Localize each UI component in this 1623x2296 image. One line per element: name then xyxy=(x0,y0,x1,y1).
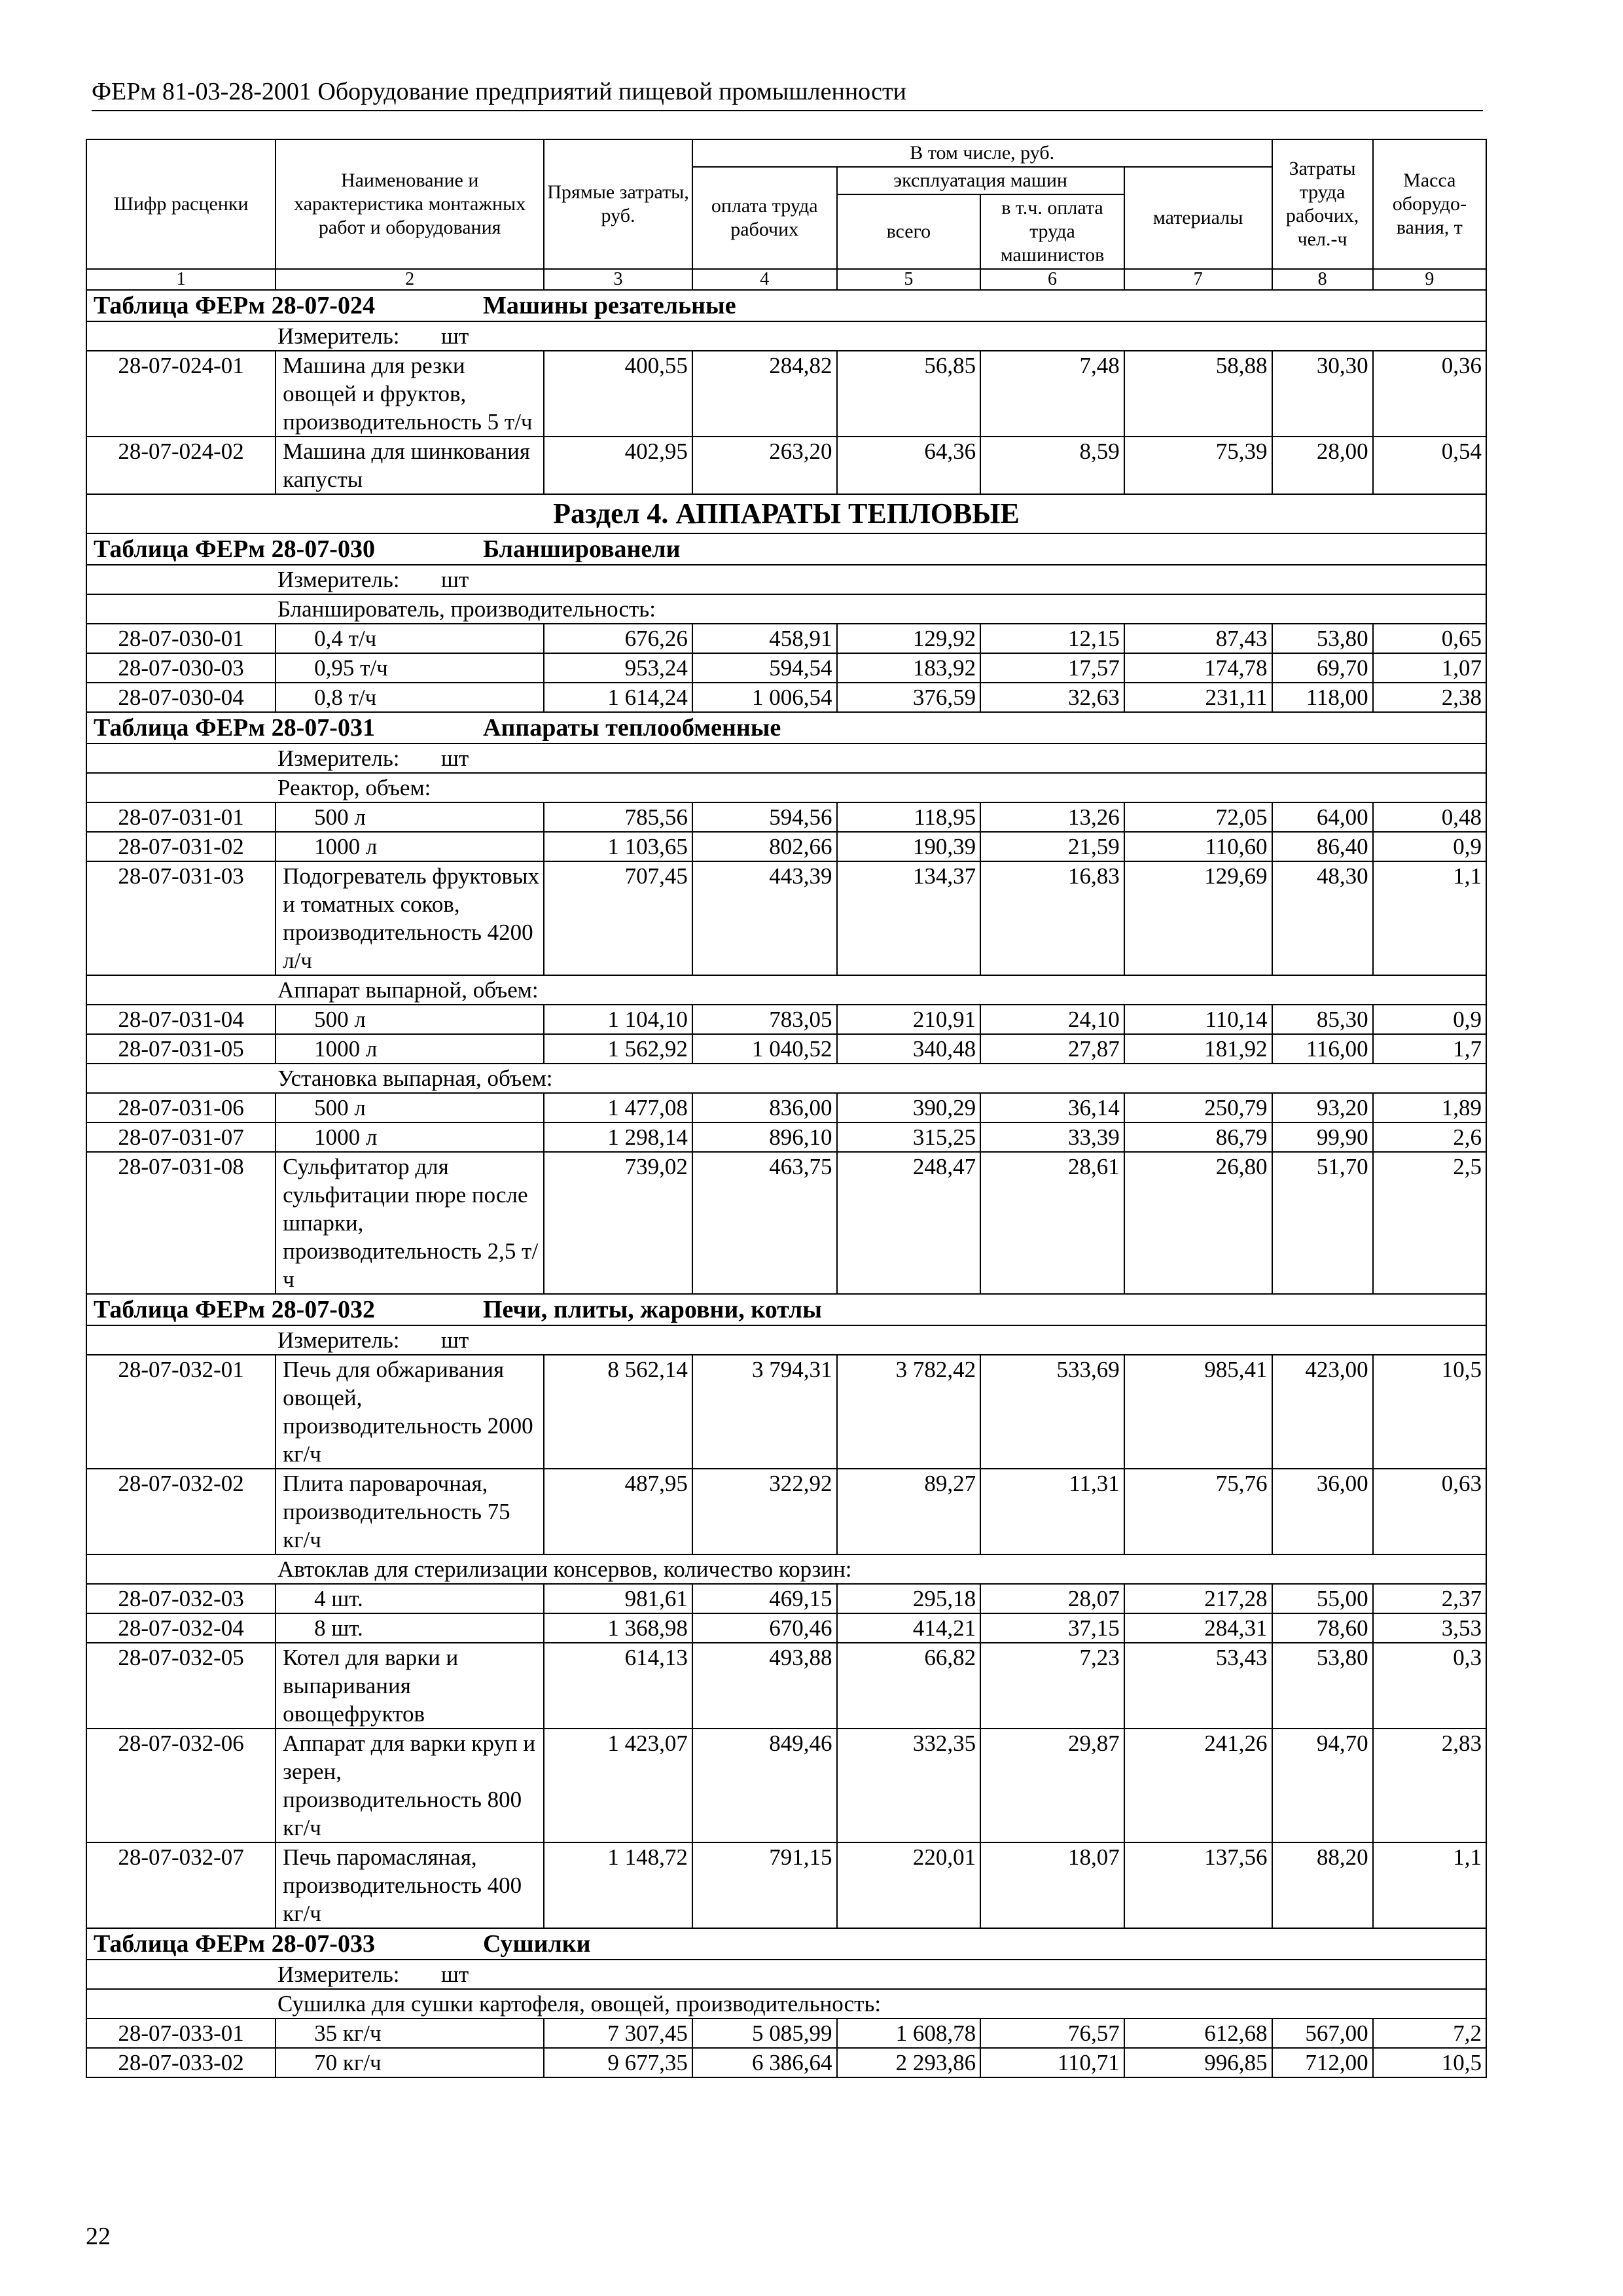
wages: 284,82 xyxy=(692,351,837,437)
work-name: 70 кг/ч xyxy=(276,2048,544,2077)
labor: 53,80 xyxy=(1272,1643,1373,1729)
rate-code: 28-07-031-06 xyxy=(86,1093,276,1122)
rate-code: 28-07-031-07 xyxy=(86,1122,276,1152)
rate-code: 28-07-031-03 xyxy=(86,861,276,975)
table-row xyxy=(86,1729,1486,1842)
table-title: Аппараты теплообменные xyxy=(483,714,781,742)
table-id: Таблица ФЕРм 28-07-031 xyxy=(94,714,375,742)
mass: 2,37 xyxy=(1373,1584,1486,1613)
machinist-wages: 24,10 xyxy=(980,1005,1124,1034)
work-name: Печь паромасляная, производительность 400 кг/ч xyxy=(276,1842,544,1928)
col-mass-header: Масса оборудо-вания, т xyxy=(1373,139,1486,269)
machinist-wages: 7,48 xyxy=(980,351,1124,437)
measure-label: Измеритель: xyxy=(277,1962,400,1987)
machines-total: 89,27 xyxy=(837,1469,981,1554)
group-heading-text: Бланширователь, производительность: xyxy=(277,596,656,622)
materials: 58,88 xyxy=(1124,351,1272,437)
labor: 30,30 xyxy=(1272,351,1373,437)
labor: 118,00 xyxy=(1272,683,1373,712)
machinist-wages: 37,15 xyxy=(980,1613,1124,1643)
table-title: Печи, плиты, жаровни, котлы xyxy=(483,1296,822,1323)
wages: 458,91 xyxy=(692,624,837,653)
work-name: 8 шт. xyxy=(276,1613,544,1643)
machinist-wages: 533,69 xyxy=(980,1355,1124,1469)
direct-cost: 981,61 xyxy=(544,1584,692,1613)
table-row xyxy=(86,351,1486,437)
mass: 1,89 xyxy=(1373,1093,1486,1122)
col-materials-header: материалы xyxy=(1124,167,1272,269)
machinist-wages: 28,61 xyxy=(980,1152,1124,1294)
labor: 28,00 xyxy=(1272,437,1373,494)
rate-code: 28-07-031-04 xyxy=(86,1005,276,1034)
direct-cost: 1 103,65 xyxy=(544,832,692,861)
machines-total: 118,95 xyxy=(837,802,981,832)
col-labor-header: Затраты труда рабочих, чел.-ч xyxy=(1272,139,1373,269)
machines-total: 332,35 xyxy=(837,1729,981,1842)
direct-cost: 1 104,10 xyxy=(544,1005,692,1034)
table-row xyxy=(86,1613,1486,1643)
col-name-header: Наименование и характеристика монтажных работ и оборудования xyxy=(276,139,544,269)
table-title: Сушилки xyxy=(483,1930,591,1958)
table-row xyxy=(86,1469,1486,1554)
materials: 75,76 xyxy=(1124,1469,1272,1554)
direct-cost: 9 677,35 xyxy=(544,2048,692,2077)
table-row xyxy=(86,683,1486,712)
rate-code: 28-07-031-05 xyxy=(86,1034,276,1064)
direct-cost: 953,24 xyxy=(544,653,692,683)
table-body xyxy=(86,290,1486,2077)
direct-cost: 785,56 xyxy=(544,802,692,832)
materials: 75,39 xyxy=(1124,437,1272,494)
labor: 64,00 xyxy=(1272,802,1373,832)
mass: 2,38 xyxy=(1373,683,1486,712)
wages: 791,15 xyxy=(692,1842,837,1928)
wages: 5 085,99 xyxy=(692,2018,837,2048)
rate-code: 28-07-031-02 xyxy=(86,832,276,861)
rate-code: 28-07-032-06 xyxy=(86,1729,276,1842)
machines-total: 129,92 xyxy=(837,624,981,653)
mass: 7,2 xyxy=(1373,2018,1486,2048)
machines-total: 190,39 xyxy=(837,832,981,861)
wages: 594,54 xyxy=(692,653,837,683)
measure-unit: шт xyxy=(441,567,469,592)
wages: 670,46 xyxy=(692,1613,837,1643)
table-id: Таблица ФЕРм 28-07-032 xyxy=(94,1296,375,1323)
machines-total: 376,59 xyxy=(837,683,981,712)
labor: 99,90 xyxy=(1272,1122,1373,1152)
work-name: Подогреватель фруктовых и томатных соков, производительность 4200 л/ч xyxy=(276,861,544,975)
machinist-wages: 29,87 xyxy=(980,1729,1124,1842)
col-number: 5 xyxy=(837,269,981,290)
table-row xyxy=(86,1643,1486,1729)
materials: 53,43 xyxy=(1124,1643,1272,1729)
col-number: 9 xyxy=(1373,269,1486,290)
measure-unit: шт xyxy=(441,323,469,349)
table-id: Таблица ФЕРм 28-07-024 xyxy=(94,292,375,319)
col-direct-header: Прямые затраты, руб. xyxy=(544,139,692,269)
group-heading xyxy=(86,773,1486,802)
group-heading xyxy=(86,1989,1486,2018)
materials: 284,31 xyxy=(1124,1613,1272,1643)
materials: 612,68 xyxy=(1124,2018,1272,2048)
mass: 0,48 xyxy=(1373,802,1486,832)
col-wages-header: оплата труда рабочих xyxy=(692,167,837,269)
work-name: 0,8 т/ч xyxy=(276,683,544,712)
table-row xyxy=(86,832,1486,861)
machinist-wages: 16,83 xyxy=(980,861,1124,975)
machines-total: 64,36 xyxy=(837,437,981,494)
wages: 1 040,52 xyxy=(692,1034,837,1064)
work-name: 1000 л xyxy=(276,1122,544,1152)
labor: 48,30 xyxy=(1272,861,1373,975)
table-id: Таблица ФЕРм 28-07-030 xyxy=(94,535,375,563)
machinist-wages: 8,59 xyxy=(980,437,1124,494)
labor: 567,00 xyxy=(1272,2018,1373,2048)
machines-total: 1 608,78 xyxy=(837,2018,981,2048)
group-heading xyxy=(86,594,1486,624)
mass: 0,54 xyxy=(1373,437,1486,494)
materials: 129,69 xyxy=(1124,861,1272,975)
machinist-wages: 33,39 xyxy=(980,1122,1124,1152)
labor: 55,00 xyxy=(1272,1584,1373,1613)
materials: 231,11 xyxy=(1124,683,1272,712)
direct-cost: 402,95 xyxy=(544,437,692,494)
labor: 712,00 xyxy=(1272,2048,1373,2077)
col-number: 3 xyxy=(544,269,692,290)
machinist-wages: 18,07 xyxy=(980,1842,1124,1928)
mass: 0,9 xyxy=(1373,1005,1486,1034)
group-heading-text: Реактор, объем: xyxy=(277,775,431,800)
col-number: 7 xyxy=(1124,269,1272,290)
wages: 3 794,31 xyxy=(692,1355,837,1469)
labor: 69,70 xyxy=(1272,653,1373,683)
rate-code: 28-07-033-01 xyxy=(86,2018,276,2048)
direct-cost: 7 307,45 xyxy=(544,2018,692,2048)
table-caption xyxy=(86,290,1486,321)
wages: 849,46 xyxy=(692,1729,837,1842)
direct-cost: 1 477,08 xyxy=(544,1093,692,1122)
page-number: 22 xyxy=(86,2223,111,2250)
machinist-wages: 21,59 xyxy=(980,832,1124,861)
rate-code: 28-07-024-02 xyxy=(86,437,276,494)
machines-total: 134,37 xyxy=(837,861,981,975)
direct-cost: 739,02 xyxy=(544,1152,692,1294)
mass: 0,65 xyxy=(1373,624,1486,653)
table-row xyxy=(86,802,1486,832)
rate-code: 28-07-030-03 xyxy=(86,653,276,683)
machines-total: 3 782,42 xyxy=(837,1355,981,1469)
mass: 1,1 xyxy=(1373,1842,1486,1928)
col-including-header: В том числе, руб. xyxy=(692,139,1272,167)
wages: 463,75 xyxy=(692,1152,837,1294)
table-caption xyxy=(86,1294,1486,1325)
direct-cost: 487,95 xyxy=(544,1469,692,1554)
machinist-wages: 17,57 xyxy=(980,653,1124,683)
col-machinist-wages-header: в т.ч. оплата труда машинистов xyxy=(980,194,1124,269)
work-name: 500 л xyxy=(276,1093,544,1122)
table-caption xyxy=(86,533,1486,565)
machinist-wages: 28,07 xyxy=(980,1584,1124,1613)
measure-label: Измеритель: xyxy=(277,323,400,349)
work-name: 4 шт. xyxy=(276,1584,544,1613)
machines-total: 390,29 xyxy=(837,1093,981,1122)
labor: 88,20 xyxy=(1272,1842,1373,1928)
direct-cost: 1 614,24 xyxy=(544,683,692,712)
table-header xyxy=(86,139,1486,290)
materials: 26,80 xyxy=(1124,1152,1272,1294)
work-name: 1000 л xyxy=(276,1034,544,1064)
machinist-wages: 12,15 xyxy=(980,624,1124,653)
measure-unit: шт xyxy=(441,745,469,771)
labor: 85,30 xyxy=(1272,1005,1373,1034)
wages: 594,56 xyxy=(692,802,837,832)
materials: 217,28 xyxy=(1124,1584,1272,1613)
machinist-wages: 32,63 xyxy=(980,683,1124,712)
labor: 116,00 xyxy=(1272,1034,1373,1064)
table-row xyxy=(86,1122,1486,1152)
col-number: 6 xyxy=(980,269,1124,290)
page-header: ФЕРм 81-03-28-2001 Оборудование предприятий пищевой промышленности xyxy=(92,76,1483,111)
rate-code: 28-07-030-04 xyxy=(86,683,276,712)
rate-code: 28-07-032-03 xyxy=(86,1584,276,1613)
wages: 469,15 xyxy=(692,1584,837,1613)
materials: 137,56 xyxy=(1124,1842,1272,1928)
machinist-wages: 110,71 xyxy=(980,2048,1124,2077)
machines-total: 56,85 xyxy=(837,351,981,437)
wages: 263,20 xyxy=(692,437,837,494)
rate-code: 28-07-031-01 xyxy=(86,802,276,832)
table-caption xyxy=(86,1928,1486,1960)
wages: 802,66 xyxy=(692,832,837,861)
table-title: Машины резательные xyxy=(483,292,736,319)
machinist-wages: 7,23 xyxy=(980,1643,1124,1729)
col-number: 2 xyxy=(276,269,544,290)
direct-cost: 1 423,07 xyxy=(544,1729,692,1842)
wages: 1 006,54 xyxy=(692,683,837,712)
machines-total: 315,25 xyxy=(837,1122,981,1152)
table-row xyxy=(86,2018,1486,2048)
rate-code: 28-07-033-02 xyxy=(86,2048,276,2077)
work-name: Котел для варки и выпаривания овощефруктов xyxy=(276,1643,544,1729)
group-heading-text: Установка выпарная, объем: xyxy=(277,1066,553,1091)
mass: 3,53 xyxy=(1373,1613,1486,1643)
work-name: Машина для шинкования капусты xyxy=(276,437,544,494)
work-name: 1000 л xyxy=(276,832,544,861)
section-title: Раздел 4. АППАРАТЫ ТЕПЛОВЫЕ xyxy=(86,494,1486,533)
table-row xyxy=(86,861,1486,975)
direct-cost: 707,45 xyxy=(544,861,692,975)
rate-code: 28-07-030-01 xyxy=(86,624,276,653)
table-row xyxy=(86,1584,1486,1613)
measure-label: Измеритель: xyxy=(277,1327,400,1353)
materials: 110,14 xyxy=(1124,1005,1272,1034)
rate-code: 28-07-032-02 xyxy=(86,1469,276,1554)
table-row xyxy=(86,624,1486,653)
work-name: Плита пароварочная, производительность 75 кг/ч xyxy=(276,1469,544,1554)
work-name: Аппарат для варки круп и зерен, производительность 800 кг/ч xyxy=(276,1729,544,1842)
measure-row xyxy=(86,1960,1486,1989)
work-name: Печь для обжаривания овощей, производительность 2000 кг/ч xyxy=(276,1355,544,1469)
table-id: Таблица ФЕРм 28-07-033 xyxy=(94,1930,375,1958)
work-name: 0,95 т/ч xyxy=(276,653,544,683)
mass: 1,07 xyxy=(1373,653,1486,683)
machines-total: 414,21 xyxy=(837,1613,981,1643)
machines-total: 340,48 xyxy=(837,1034,981,1064)
materials: 87,43 xyxy=(1124,624,1272,653)
labor: 93,20 xyxy=(1272,1093,1373,1122)
work-name: 35 кг/ч xyxy=(276,2018,544,2048)
group-heading-text: Автоклав для стерилизации консервов, количество корзин: xyxy=(277,1556,852,1582)
labor: 78,60 xyxy=(1272,1613,1373,1643)
direct-cost: 1 298,14 xyxy=(544,1122,692,1152)
direct-cost: 8 562,14 xyxy=(544,1355,692,1469)
direct-cost: 676,26 xyxy=(544,624,692,653)
direct-cost: 400,55 xyxy=(544,351,692,437)
measure-unit: шт xyxy=(441,1962,469,1987)
table-title: Бланшированели xyxy=(483,535,681,563)
col-code-header: Шифр расценки xyxy=(86,139,276,269)
mass: 2,5 xyxy=(1373,1152,1486,1294)
direct-cost: 1 368,98 xyxy=(544,1613,692,1643)
work-name: 500 л xyxy=(276,1005,544,1034)
rate-code: 28-07-032-07 xyxy=(86,1842,276,1928)
machinist-wages: 36,14 xyxy=(980,1093,1124,1122)
materials: 181,92 xyxy=(1124,1034,1272,1064)
rate-code: 28-07-031-08 xyxy=(86,1152,276,1294)
labor: 36,00 xyxy=(1272,1469,1373,1554)
mass: 1,1 xyxy=(1373,861,1486,975)
group-heading-text: Аппарат выпарной, объем: xyxy=(277,977,539,1003)
wages: 493,88 xyxy=(692,1643,837,1729)
direct-cost: 1 148,72 xyxy=(544,1842,692,1928)
direct-cost: 1 562,92 xyxy=(544,1034,692,1064)
measure-row xyxy=(86,565,1486,594)
col-machines-total-header: всего xyxy=(837,194,981,269)
table-caption xyxy=(86,712,1486,744)
machines-total: 295,18 xyxy=(837,1584,981,1613)
table-row xyxy=(86,437,1486,494)
wages: 836,00 xyxy=(692,1093,837,1122)
machines-total: 220,01 xyxy=(837,1842,981,1928)
labor: 86,40 xyxy=(1272,832,1373,861)
mass: 10,5 xyxy=(1373,1355,1486,1469)
group-heading xyxy=(86,1064,1486,1093)
rate-code: 28-07-032-04 xyxy=(86,1613,276,1643)
labor: 53,80 xyxy=(1272,624,1373,653)
materials: 86,79 xyxy=(1124,1122,1272,1152)
materials: 250,79 xyxy=(1124,1093,1272,1122)
table-row xyxy=(86,2048,1486,2077)
col-machines-header: эксплуатация машин xyxy=(837,167,1124,194)
wages: 6 386,64 xyxy=(692,2048,837,2077)
table-row xyxy=(86,1034,1486,1064)
machines-total: 183,92 xyxy=(837,653,981,683)
labor: 94,70 xyxy=(1272,1729,1373,1842)
materials: 110,60 xyxy=(1124,832,1272,861)
col-number: 4 xyxy=(692,269,837,290)
wages: 322,92 xyxy=(692,1469,837,1554)
labor: 423,00 xyxy=(1272,1355,1373,1469)
materials: 174,78 xyxy=(1124,653,1272,683)
machines-total: 2 293,86 xyxy=(837,2048,981,2077)
price-table xyxy=(86,139,1487,2078)
rate-code: 28-07-032-01 xyxy=(86,1355,276,1469)
measure-label: Измеритель: xyxy=(277,567,400,592)
rate-code: 28-07-024-01 xyxy=(86,351,276,437)
mass: 0,3 xyxy=(1373,1643,1486,1729)
machines-total: 248,47 xyxy=(837,1152,981,1294)
mass: 1,7 xyxy=(1373,1034,1486,1064)
materials: 996,85 xyxy=(1124,2048,1272,2077)
table-row xyxy=(86,1152,1486,1294)
table-row xyxy=(86,1005,1486,1034)
group-heading-text: Сушилка для сушки картофеля, овощей, производительность: xyxy=(277,1991,882,2017)
machines-total: 210,91 xyxy=(837,1005,981,1034)
measure-row xyxy=(86,321,1486,351)
col-number: 8 xyxy=(1272,269,1373,290)
table-row xyxy=(86,1842,1486,1928)
work-name: Машина для резки овощей и фруктов, производительность 5 т/ч xyxy=(276,351,544,437)
measure-unit: шт xyxy=(441,1327,469,1353)
wages: 443,39 xyxy=(692,861,837,975)
machinist-wages: 13,26 xyxy=(980,802,1124,832)
materials: 241,26 xyxy=(1124,1729,1272,1842)
work-name: 0,4 т/ч xyxy=(276,624,544,653)
col-number: 1 xyxy=(86,269,276,290)
machinist-wages: 11,31 xyxy=(980,1469,1124,1554)
rate-code: 28-07-032-05 xyxy=(86,1643,276,1729)
measure-row xyxy=(86,744,1486,773)
work-name: Сульфитатор для сульфитации пюре после шпарки, производительность 2,5 т/ч xyxy=(276,1152,544,1294)
table-row xyxy=(86,1093,1486,1122)
machinist-wages: 27,87 xyxy=(980,1034,1124,1064)
table-row xyxy=(86,1355,1486,1469)
materials: 985,41 xyxy=(1124,1355,1272,1469)
mass: 2,83 xyxy=(1373,1729,1486,1842)
labor: 51,70 xyxy=(1272,1152,1373,1294)
mass: 0,36 xyxy=(1373,351,1486,437)
mass: 0,9 xyxy=(1373,832,1486,861)
group-heading xyxy=(86,1554,1486,1584)
wages: 896,10 xyxy=(692,1122,837,1152)
table-row xyxy=(86,653,1486,683)
group-heading xyxy=(86,975,1486,1005)
machines-total: 66,82 xyxy=(837,1643,981,1729)
measure-row xyxy=(86,1325,1486,1355)
mass: 0,63 xyxy=(1373,1469,1486,1554)
mass: 2,6 xyxy=(1373,1122,1486,1152)
mass: 10,5 xyxy=(1373,2048,1486,2077)
direct-cost: 614,13 xyxy=(544,1643,692,1729)
measure-label: Измеритель: xyxy=(277,745,400,771)
wages: 783,05 xyxy=(692,1005,837,1034)
work-name: 500 л xyxy=(276,802,544,832)
materials: 72,05 xyxy=(1124,802,1272,832)
machinist-wages: 76,57 xyxy=(980,2018,1124,2048)
